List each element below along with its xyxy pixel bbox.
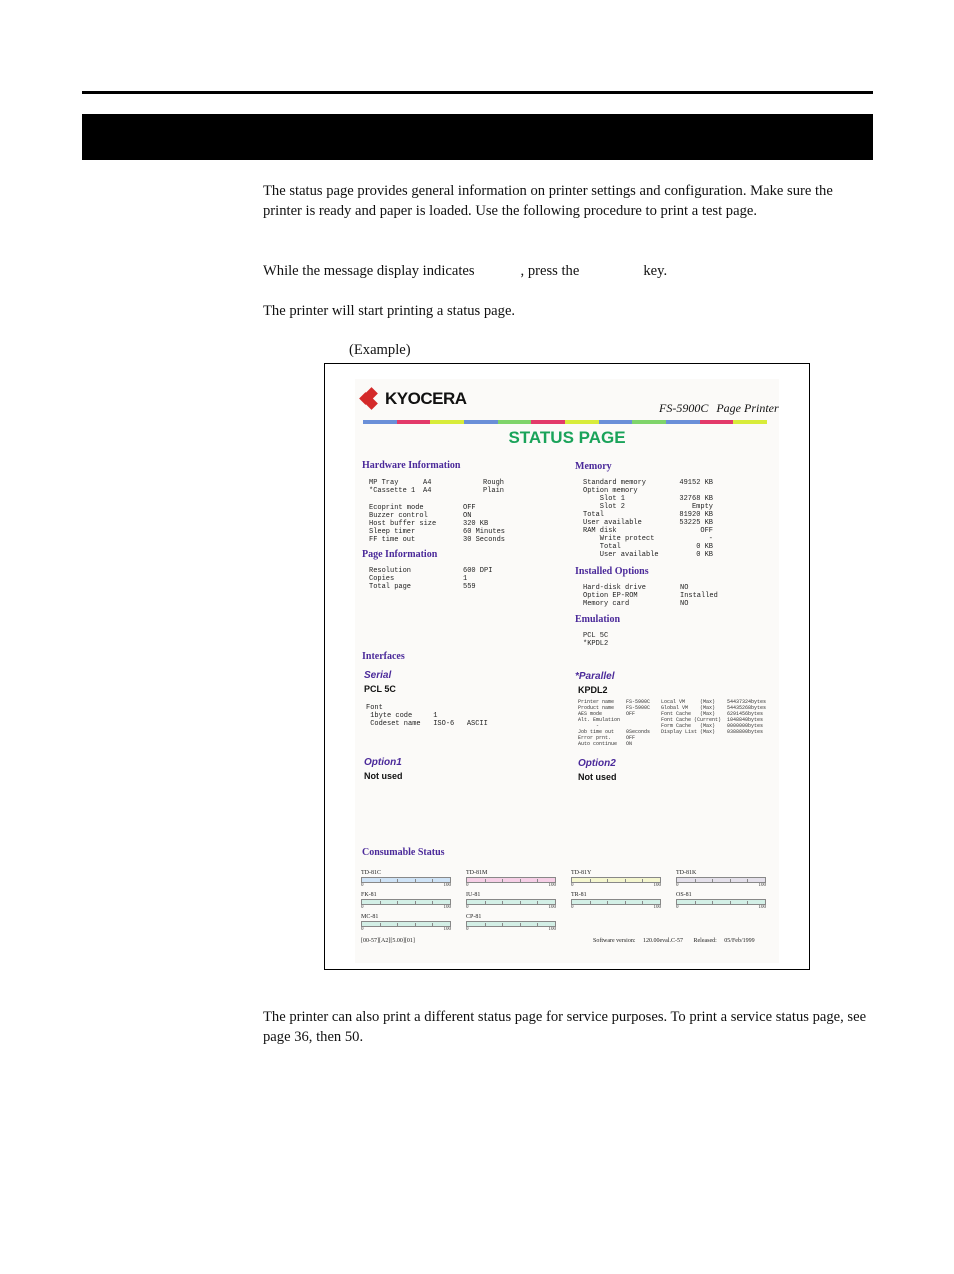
table-row [583,495,713,503]
table-cell: Resolution [369,567,412,575]
consumable-name: IU-81 [466,892,481,898]
table-cell: 53225 KB [679,519,713,527]
color-stripe-segment [733,420,767,424]
table-cell: 320 KB [463,520,489,528]
consumable-scale [361,883,451,889]
table-cell: OFF [700,527,713,535]
consumable-level-bar [361,877,451,883]
consumable-scale [466,927,556,933]
table-row [369,536,533,544]
table-row [583,535,713,543]
scale-max: 100 [653,883,661,888]
page-info-heading: Page Information [362,549,438,560]
table-cell: A4 [423,487,432,495]
parallel-emulation: KPDL2 [578,685,608,695]
option1-heading: Option1 [364,757,402,768]
consumable-level-bar [466,921,556,927]
consumable-item [571,892,661,914]
table-row [583,592,740,600]
installed-options-table [583,584,740,608]
scale-max: 100 [653,905,661,910]
consumable-item [466,892,556,914]
table-row [369,567,533,575]
status-page [355,379,779,963]
consumable-scale [466,883,556,889]
section-header-band [82,114,873,160]
consumable-item [466,870,556,892]
scale-max: 100 [548,883,556,888]
table-cell: Copies [369,575,395,583]
color-stripe [363,420,767,424]
table-cell: Sleep timer [369,528,416,536]
scale-min: 0 [466,927,469,932]
scale-min: 0 [571,905,574,910]
consumable-name: TD-81Y [571,870,592,876]
table-cell: Plain [483,487,505,495]
table-cell: RAM disk [583,527,617,535]
consumable-name: CP-81 [466,914,482,920]
table-row [369,575,533,583]
serial-heading: Serial [364,670,392,681]
consumable-level-bar [361,899,451,905]
intro-paragraph: The status page provides general information on printer settings and configuration. Make sure the printer is ready and paper is loaded. Use the following procedure to print a test page. [263,183,833,219]
table-row [369,512,533,520]
scale-min: 0 [466,905,469,910]
table-cell: 81920 KB [679,511,713,519]
table-cell: - [708,535,713,543]
table-row [369,528,533,536]
table-cell: Slot 1 [583,495,626,503]
consumable-item [361,892,451,914]
table-cell: Host buffer size [369,520,437,528]
consumable-scale [571,883,661,889]
table-cell: MP Tray [369,479,399,487]
table-cell: Total [583,543,621,551]
table-row [583,503,713,511]
color-stripe-segment [700,420,734,424]
serial-font-info: Font 1byte code 1 Codeset name ISO-6 ASCII [366,704,488,728]
consumable-heading: Consumable Status [362,847,445,858]
color-stripe-segment [599,420,633,424]
consumable-item [571,870,661,892]
instruction-paragraph: While the message display indicates , press the key. [263,263,668,279]
table-row [369,487,533,495]
table-cell: Empty [691,503,713,511]
table-cell: FF time out [369,536,416,544]
scale-max: 100 [758,905,766,910]
consumable-scale [361,927,451,933]
table-cell: Buzzer control [369,512,428,520]
printer-model: FS-5900C Page Printer [659,401,779,415]
memory-heading: Memory [575,461,612,472]
result-paragraph: The printer will start printing a status page. [263,303,516,319]
service-paragraph: The printer can also print a different status page for service purposes. To print a service status page, see page 36, then 50. [263,1009,867,1045]
hardware-heading: Hardware Information [362,460,461,471]
table-row [583,487,713,495]
example-caption: (Example) [349,342,411,358]
consumable-name: TD-81C [361,870,381,876]
table-cell: 559 [463,583,476,591]
footer-code: [00-57][A2][5.00][01] [361,938,415,944]
consumable-item [676,892,766,914]
brand-name: KYOCERA [385,389,467,408]
top-rule [82,91,873,94]
table-cell: 30 Seconds [463,536,506,544]
scale-max: 100 [443,883,451,888]
table-cell: Total [583,511,605,519]
table-row [583,543,713,551]
kyocera-logo-icon [361,389,381,409]
table-cell: Hard-disk drive [583,584,647,592]
table-row [583,527,713,535]
table-cell: 60 Minutes [463,528,506,536]
kyocera-logo [361,389,467,409]
consumable-scale [466,905,556,911]
footer-version: Software version: 120.00eval.C-57 Released: 05/Feb/1999 [593,938,755,944]
table-cell: NO [680,600,689,608]
emulation-heading: Emulation [575,614,621,625]
table-cell: Memory card [583,600,630,608]
consumable-name: MC-81 [361,914,379,920]
scale-min: 0 [361,905,364,910]
installed-options-heading: Installed Options [575,566,649,577]
table-cell: 0 KB [696,551,713,559]
consumable-item [361,914,451,936]
parallel-settings: Printer name FS-5900C Product name FS-5900C AES mode OFF Alt. Emulation - Job time out 0Seconds Error prnt. OFF Auto continue ON [578,699,651,747]
color-stripe-segment [498,420,532,424]
table-cell: User available [583,519,642,527]
color-stripe-segment [397,420,431,424]
table-row [369,583,533,591]
parallel-heading: *Parallel [575,671,615,682]
table-cell: Slot 2 [583,503,626,511]
table-cell: Ecoprint mode [369,504,424,512]
consumable-item [361,870,451,892]
scale-min: 0 [361,883,364,888]
consumable-level-bar [466,877,556,883]
consumable-level-bar [466,899,556,905]
color-stripe-segment [464,420,498,424]
table-cell: Write protect [583,535,655,543]
table-cell: Option EP-ROM [583,592,638,600]
color-stripe-segment [666,420,700,424]
consumable-level-bar [676,877,766,883]
parallel-memory-stats: Local VM (Max) 54437324bytes Global VM (Max) 54435268bytes Font Cache (Max) 6291456bytes Font Cache (Current) 1048840bytes Form Cache (Max) 0000000bytes Display List (Max) 0388800bytes [661,699,767,735]
color-stripe-segment [430,420,464,424]
interfaces-heading: Interfaces [362,651,405,662]
consumable-scale [676,883,766,889]
consumable-name: OS-81 [676,892,692,898]
table-cell: Standard memory [583,479,647,487]
table-cell: 1 [463,575,468,583]
scale-max: 100 [548,905,556,910]
option2-value: Not used [578,772,617,782]
consumable-item [466,914,556,936]
hardware-trays-table [369,479,533,495]
table-cell: Installed [680,592,718,600]
color-stripe-segment [531,420,565,424]
table-row [369,479,533,487]
scale-max: 100 [548,927,556,932]
consumable-name: TR-81 [571,892,587,898]
scale-min: 0 [676,883,679,888]
table-cell: 600 DPI [463,567,493,575]
table-cell: Option memory [583,487,638,495]
table-cell: 49152 KB [679,479,713,487]
consumable-level-bar [676,899,766,905]
scale-max: 100 [443,905,451,910]
page-info-table [369,567,533,591]
table-cell: *Cassette 1 [369,487,416,495]
table-cell: NO [680,584,689,592]
scale-min: 0 [466,883,469,888]
color-stripe-segment [363,420,397,424]
table-cell: 32768 KB [679,495,713,503]
table-row [583,519,713,527]
consumable-scale [571,905,661,911]
color-stripe-segment [565,420,599,424]
consumable-scale [361,905,451,911]
table-row [369,520,533,528]
table-cell: Total page [369,583,412,591]
table-row [583,479,713,487]
table-cell: A4 [423,479,432,487]
consumable-level-bar [571,877,661,883]
hardware-settings-table [369,504,533,544]
consumable-name: FK-81 [361,892,377,898]
color-stripe-segment [632,420,666,424]
option2-heading: Option2 [578,758,616,769]
status-page-title: STATUS PAGE [508,428,626,447]
table-row [583,600,740,608]
option1-value: Not used [364,771,403,781]
table-cell: 0 KB [696,543,713,551]
table-cell [665,487,713,495]
consumable-name: TD-81M [466,870,488,876]
table-cell: Rough [483,479,505,487]
table-row [369,504,533,512]
table-cell: User available [583,551,659,559]
emulation-list: PCL 5C *KPDL2 [583,632,609,648]
consumable-level-bar [361,921,451,927]
table-cell: ON [463,512,472,520]
scale-max: 100 [758,883,766,888]
consumable-name: TD-81K [676,870,697,876]
table-cell: OFF [463,504,476,512]
table-row [583,584,740,592]
scale-min: 0 [676,905,679,910]
scale-max: 100 [443,927,451,932]
consumable-item [676,870,766,892]
status-page-example-frame [324,363,810,970]
scale-min: 0 [571,883,574,888]
consumable-level-bar [571,899,661,905]
serial-emulation: PCL 5C [364,684,396,694]
scale-min: 0 [361,927,364,932]
table-row [583,551,713,559]
memory-table [583,479,713,559]
consumable-scale [676,905,766,911]
table-row [583,511,713,519]
